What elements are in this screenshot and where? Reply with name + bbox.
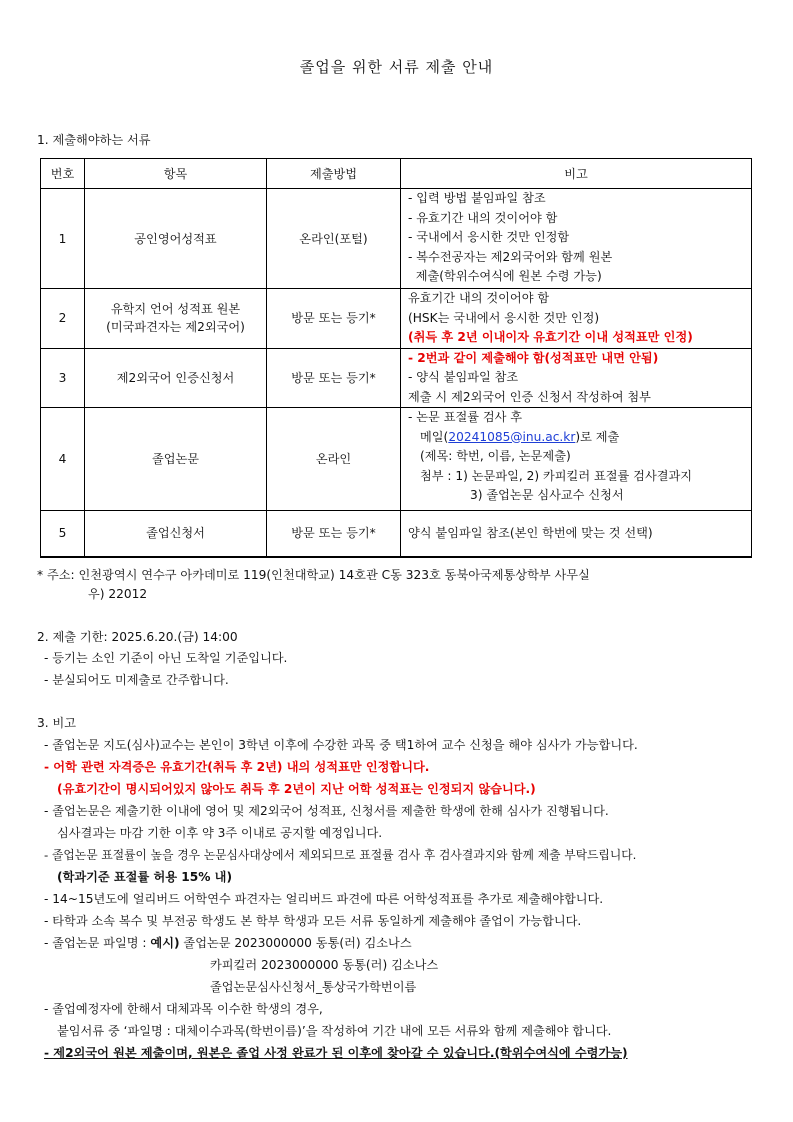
row-method: 방문 또는 등기* xyxy=(267,289,401,349)
item-line: (미국파견자는 제2외국어) xyxy=(106,320,245,335)
deadline-note: - 분실되어도 미제출로 간주합니다. xyxy=(44,673,229,687)
section3-heading: 3. 비고 xyxy=(37,716,77,730)
remark-line: - 졸업논문 표절률이 높을 경우 논문심사대상에서 제외되므로 표절률 검사 후 검사결과지와 함께 제출 부탁드립니다. xyxy=(44,848,637,862)
address-note: * 주소: 인천광역시 연수구 아카데미로 119(인천대학교) 14호관 C동 323호 동북아국제통상학부 사무실 xyxy=(37,568,590,582)
note-line: 양식 붙임파일 참조(본인 학번에 맞는 것 선택) xyxy=(408,525,653,540)
note-line: 유효기간 내의 것이어야 함 xyxy=(408,291,550,305)
page-title: 졸업을 위한 서류 제출 안내 xyxy=(299,58,494,76)
header-no: 번호 xyxy=(41,159,85,189)
filename-example xyxy=(44,934,412,952)
remark-line-emphasis: - 어학 관련 자격증은 유효기간(취득 후 2년) 내의 성적표만 인정합니다. xyxy=(44,760,430,774)
remark-line-emphasis: (유효기간이 명시되어있지 않아도 취득 후 2년이 지난 어학 성적표는 인정되지 않습니다.) xyxy=(57,782,536,796)
postal-code: 우) 22012 xyxy=(88,587,148,601)
filename-example-1: 졸업논문 2023000000 동통(러) 김소나스 xyxy=(179,936,412,950)
note-line: 3) 졸업논문 심사교수 신청서 xyxy=(470,488,624,502)
note-line: (제목: 학번, 이름, 논문제출) xyxy=(420,449,571,463)
note-line: - 양식 붙임파일 참조 xyxy=(408,370,519,384)
note-line: 첨부 : 1) 논문파일, 2) 카피킬러 표절률 검사결과지 xyxy=(420,468,693,483)
section1-heading: 1. 제출해야하는 서류 xyxy=(37,133,151,147)
table-row xyxy=(41,408,752,511)
note-line: - 유효기간 내의 것이어야 함 xyxy=(408,210,558,225)
row-item: 공인영어성적표 xyxy=(85,189,267,289)
remark-line: - 타학과 소속 복수 및 부전공 학생도 본 학부 학생과 모든 서류 동일하게 제출해야 졸업이 가능합니다. xyxy=(44,914,582,928)
email-link[interactable]: 20241085@inu.ac.kr xyxy=(448,429,576,444)
remark-line: - 14~15년도에 얼리버드 어학연수 파견자는 얼리버드 파견에 따른 어학성적표를 추가로 제출해야합니다. xyxy=(44,892,604,906)
header-note: 비고 xyxy=(401,159,752,189)
row-item xyxy=(85,289,267,349)
note-line: - 논문 표절률 검사 후 xyxy=(408,410,523,424)
note-line: - 국내에서 응시한 것만 인정함 xyxy=(408,230,570,244)
row-note xyxy=(401,348,752,408)
row-number: 4 xyxy=(41,408,85,511)
row-method: 방문 또는 등기* xyxy=(267,348,401,408)
note-line: 제출 시 제2외국어 인증 신청서 작성하여 첨부 xyxy=(408,389,651,404)
note-line-emphasis: (취득 후 2년 이내이자 유효기간 이내 성적표만 인정) xyxy=(408,330,693,344)
remark-line-emphasis: (학과기준 표절률 허용 15% 내) xyxy=(57,870,233,884)
row-item: 졸업논문 xyxy=(85,408,267,511)
documents-table xyxy=(40,158,752,558)
note-line: - 입력 방법 붙임파일 참조 xyxy=(408,191,546,205)
row-method: 방문 또는 등기* xyxy=(267,511,401,557)
note-line: - 복수전공자는 제2외국어와 함께 원본 xyxy=(408,249,613,264)
deadline-note: - 등기는 소인 기준이 아닌 도착일 기준입니다. xyxy=(44,651,288,665)
row-item: 졸업신청서 xyxy=(85,511,267,557)
row-number: 3 xyxy=(41,348,85,408)
table-row xyxy=(41,511,752,557)
table-row xyxy=(41,348,752,408)
remark-line: - 졸업논문 지도(심사)교수는 본인이 3학년 이후에 수강한 과목 중 택1하여 교수 신청을 해야 심사가 가능합니다. xyxy=(44,738,638,752)
filename-example-3: 졸업논문심사신청서_통상국가학번이름 xyxy=(210,980,417,994)
row-item: 제2외국어 인증신청서 xyxy=(85,348,267,408)
note-line: 제출(학위수여식에 원본 수령 가능) xyxy=(408,269,602,283)
note-line xyxy=(408,428,751,448)
row-number: 2 xyxy=(41,289,85,349)
item-line: 유학지 언어 성적표 원본 xyxy=(110,302,241,317)
table-row xyxy=(41,189,752,289)
remark-line: 붙임서류 중 ‘파일명 : 대체이수과목(학번이름)’을 작성하여 기간 내에 모든 서류와 함께 제출해야 합니다. xyxy=(57,1024,612,1038)
mail-prefix: 메일( xyxy=(420,429,449,444)
row-number: 5 xyxy=(41,511,85,557)
filename-example-2: 카피킬러 2023000000 동통(러) 김소나스 xyxy=(210,958,439,972)
note-line: (HSK는 국내에서 응시한 것만 인정) xyxy=(408,310,600,325)
row-method: 온라인(포털) xyxy=(267,189,401,289)
header-method: 제출방법 xyxy=(267,159,401,189)
filename-label: - 졸업논문 파일명 : xyxy=(44,936,151,950)
remark-line: - 졸업논문은 제출기한 이내에 영어 및 제2외국어 성적표, 신청서를 제출한 학생에 한해 심사가 진행됩니다. xyxy=(44,804,609,818)
remark-line: 심사결과는 마감 기한 이후 약 3주 이내로 공지할 예정입니다. xyxy=(57,826,383,840)
mail-suffix: )로 제출 xyxy=(575,429,620,444)
row-number: 1 xyxy=(41,189,85,289)
row-note xyxy=(401,289,752,349)
row-note xyxy=(401,408,752,511)
remark-line: - 졸업예정자에 한해서 대체과목 이수한 학생의 경우, xyxy=(44,1002,323,1016)
table-row xyxy=(41,289,752,349)
example-label: 예시) xyxy=(150,936,180,950)
row-note xyxy=(401,511,752,557)
row-method: 온라인 xyxy=(267,408,401,511)
section2-heading: 2. 제출 기한: 2025.6.20.(금) 14:00 xyxy=(37,630,238,644)
header-item: 항목 xyxy=(85,159,267,189)
remark-line-emphasis: - 제2외국어 원본 제출이며, 원본은 졸업 사정 완료가 된 이후에 찾아갈 수 있습니다.(학위수여식에 수령가능) xyxy=(44,1046,628,1060)
row-note xyxy=(401,189,752,289)
note-line-emphasis: - 2번과 같이 제출해야 함(성적표만 내면 안됨) xyxy=(408,350,659,365)
table-header-row xyxy=(41,159,752,189)
